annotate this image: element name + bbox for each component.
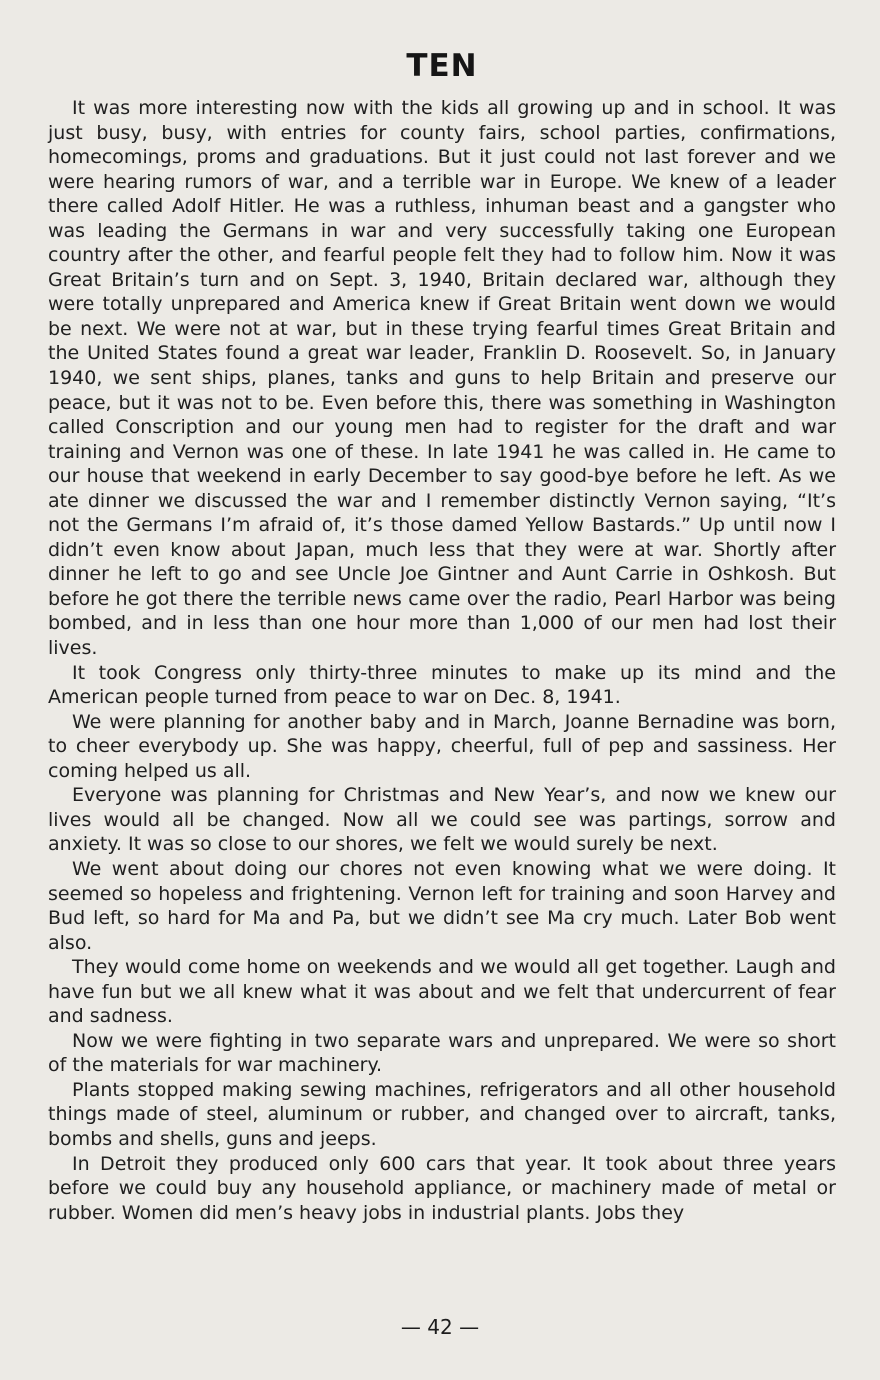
paragraph: It took Congress only thirty-three minutes to make up its mind and the American people turned from peace to war on Dec. 8, 1941. (48, 661, 836, 709)
page-number: — 42 — (400, 1315, 480, 1339)
paragraph: We were planning for another baby and in March, Joanne Bernadine was born, to cheer everybody up. She was happy, cheerful, full of pep and sassiness. Her coming helped us all. (48, 710, 836, 782)
chapter-title: TEN (406, 48, 478, 84)
chapter-body (48, 96, 836, 1225)
paragraph: Now we were fighting in two separate wars and unprepared. We were so short of the materials for war machinery. (48, 1029, 836, 1077)
paragraph: It was more interesting now with the kids all growing up and in school. It was just busy, busy, with entries for county fairs, school parties, confirmations, homecomings, proms and graduations. But it just could not last forever and we were hearing rumors of war, and a terrible war in Europe. We knew of a leader there called Adolf Hitler. He was a ruthless, inhuman beast and a gangster who was leading the Germans in war and very successfully taking one European country after the other, and fearful people felt they had to follow him. Now it was Great Britain’s turn and on Sept. 3, 1940, Britain declared war, although they were totally unprepared and America knew if Great Britain went down we would be next. We were not at war, but in these trying fearful times Great Britain and the United States found a great war leader, Franklin D. Roosevelt. So, in January 1940, we sent ships, planes, tanks and guns to help Britain and preserve our peace, but it was not to be. Even before this, there was something in Washington called Conscription and our young men had to register for the draft and war training and Vernon was one of these. In late 1941 he was called in. He came to our house that weekend in early December to say good-bye before he left. As we ate dinner we discussed the war and I remember distinctly Vernon saying, “It’s not the Germans I’m afraid of, it’s those damed Yellow Bastards.” Up until now I didn’t even know about Japan, much less that they were at war. Shortly after dinner he left to go and see Uncle Joe Gintner and Aunt Carrie in Oshkosh. But before he got there the terrible news came over the radio, Pearl Harbor was being bombed, and in less than one hour more than 1,000 of our men had lost their lives. (48, 97, 836, 660)
paragraph: We went about doing our chores not even knowing what we were doing. It seemed so hopeless and frightening. Vernon left for training and soon Harvey and Bud left, so hard for Ma and Pa, but we didn’t see Ma cry much. Later Bob went also. (48, 857, 836, 954)
paragraph: They would come home on weekends and we would all get together. Laugh and have fun but we all knew what it was about and we felt that undercurrent of fear and sadness. (48, 956, 836, 1028)
paragraph: Plants stopped making sewing machines, refrigerators and all other household things made of steel, aluminum or rubber, and changed over to aircraft, tanks, bombs and shells, guns and jeeps. (48, 1078, 836, 1150)
paragraph: Everyone was planning for Christmas and New Year’s, and now we knew our lives would all be changed. Now all we could see was partings, sorrow and anxiety. It was so close to our shores, we felt we would surely be next. (48, 784, 836, 856)
paragraph: In Detroit they produced only 600 cars that year. It took about three years before we could buy any household appliance, or machinery made of metal or rubber. Women did men’s heavy jobs in industrial plants. Jobs they (48, 1152, 836, 1224)
